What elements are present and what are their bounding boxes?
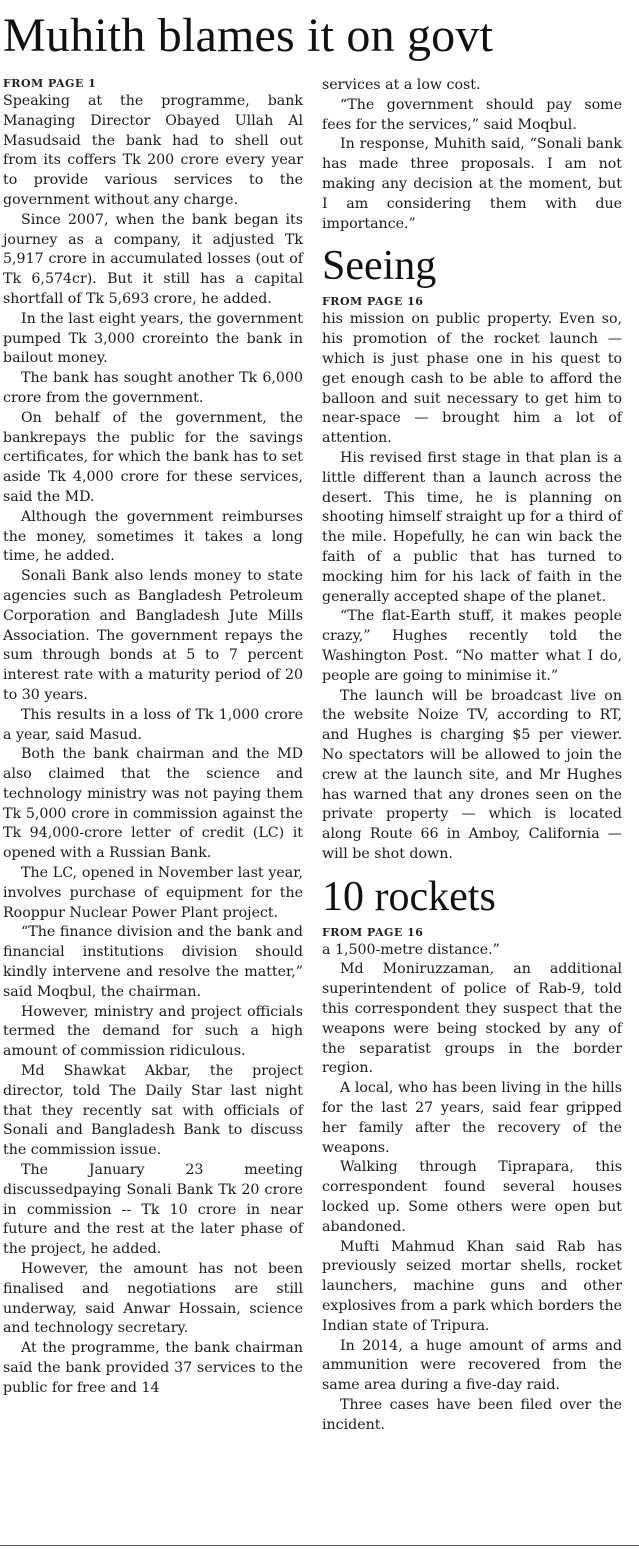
paragraph: On behalf of the government, the bankrepays the public for the savings certificates, for which the bank has to set aside Tk 4,000 crore for these services, said the MD.: [3, 409, 303, 505]
left-column: [3, 76, 303, 1399]
paragraph: Md Moniruzzaman, an additional superintendent of police of Rab-9, told this correspondent they suspect that the weapons were being stocked by any of the separatist groups in the border region.: [322, 961, 622, 1077]
jump-slug: FROM PAGE 16: [322, 295, 424, 309]
paragraph: a 1,500-metre distance.”: [322, 941, 500, 958]
paragraph: “The government should pay some fees for the services,” said Moqbul.: [322, 96, 622, 133]
paragraph: Mufti Mahmud Khan said Rab has previously seized mortar shells, rocket launchers, machine guns and other explosives from a park which borders the Indian state of Tripura.: [322, 1238, 622, 1334]
jump-slug: FROM PAGE 1: [3, 77, 97, 90]
paragraph: The LC, opened in November last year, involves purchase of equipment for the Rooppur Nuclear Power Plant project.: [3, 865, 303, 921]
paragraph: Speaking at the programme, bank Managing Director Obayed Ullah Al Masudsaid the bank had to shell out from its coffers Tk 200 crore every year to provide various services to the government without any charge.: [3, 93, 303, 208]
paragraph: In response, Muhith said, “Sonali bank has made three proposals. I am not making any decision at the moment, but I am considering them with due importance.”: [322, 136, 622, 232]
section-title-rockets: 10 rockets: [322, 873, 496, 920]
paragraph: Sonali Bank also lends money to state agencies such as Bangladesh Petroleum Corporation and Bangladesh Jute Mills Association. The government repays the sum through bonds at 5 to 7 percent interest rate with a maturity period of 20 to 30 years.: [3, 568, 303, 703]
paragraph: his mission on public property. Even so, his promotion of the rocket launch — which is just phase one in his quest to get enough cash to be able to afford the balloon and suit necessary to get him to near-space — brought him a lot of attention.: [322, 311, 622, 447]
paragraph: At the programme, the bank chairman said the bank provided 37 services to the public for free and 14: [3, 1340, 303, 1396]
paragraph: In the last eight years, the government pumped Tk 3,000 croreinto the bank in bailout money.: [3, 310, 303, 367]
bottom-rule: [0, 1545, 639, 1546]
paragraph: Three cases have been filed over the incident.: [322, 1397, 622, 1433]
paragraph: Walking through Tiprapara, this correspondent found several houses locked up. Some others were open but abandoned.: [322, 1159, 622, 1235]
paragraph: “The flat-Earth stuff, it makes people crazy,” Hughes recently told the Washington Post. “No matter what I do, people are going to minimise it.”: [322, 608, 622, 684]
section-title-seeing: Seeing: [322, 243, 437, 290]
paragraph: However, ministry and project officials termed the demand for such a high amount of commission ridiculous.: [3, 1003, 303, 1060]
paragraph: “The finance division and the bank and financial institutions division should kindly intervene and resolve the matter,” said Moqbul, the chairman.: [3, 924, 303, 1000]
paragraph: In 2014, a huge amount of arms and ammunition were recovered from the same area during a five-day raid.: [322, 1337, 622, 1394]
paragraph: However, the amount has not been finalised and negotiations are still underway, said Anwar Hossain, science and technology secretary.: [3, 1261, 303, 1337]
paragraph: His revised first stage in that plan is a little different than a launch across the desert. This time, he is planning on shooting himself straight up for a third of the mile. Hopefully, he can win back the faith of a public that has turned to mocking him for his lack of faith in the generally accepted shape of the planet.: [322, 449, 622, 605]
paragraph: The January 23 meeting discussedpaying Sonali Bank Tk 20 crore in commission -- Tk 10 crore in near future and the rest at the later phase of the project, he added.: [3, 1162, 303, 1258]
paragraph: services at a low cost.: [322, 77, 481, 93]
paragraph: A local, who has been living in the hills for the last 27 years, said fear gripped her family after the recovery of the weapons.: [322, 1080, 622, 1156]
jump-slug: FROM PAGE 16: [322, 925, 424, 939]
paragraph: Md Shawkat Akbar, the project director, told The Daily Star last night that they recently sat with officials of Sonali and Bangladesh Bank to discuss the commission issue.: [3, 1063, 303, 1159]
paragraph: Both the bank chairman and the MD also claimed that the science and technology ministry was not paying them Tk 5,000 crore in commission against the Tk 94,000-crore letter of credit (LC) it opened with a Russian Bank.: [3, 746, 303, 862]
paragraph: Although the government reimburses the money, sometimes it takes a long time, he added.: [3, 508, 303, 565]
headline: Muhith blames it on govt: [3, 9, 494, 62]
paragraph: The bank has sought another Tk 6,000 crore from the government.: [3, 370, 303, 406]
paragraph: Since 2007, when the bank began its journey as a company, it adjusted Tk 5,917 crore in accumulated losses (out of Tk 6,574cr). But it still has a capital shortfall of Tk 5,693 crore, he added.: [3, 211, 303, 307]
paragraph: The launch will be broadcast live on the website Noize TV, according to RT, and Hughes is charging $5 per viewer. No spectators will be allowed to join the crew at the launch site, and Mr Hughes has warned that any drones seen on the private property — which is located along Route 66 in Amboy, California — will be shot down.: [322, 687, 622, 862]
paragraph: This results in a loss of Tk 1,000 crore a year, said Masud.: [3, 706, 303, 743]
right-column: [322, 76, 622, 1436]
